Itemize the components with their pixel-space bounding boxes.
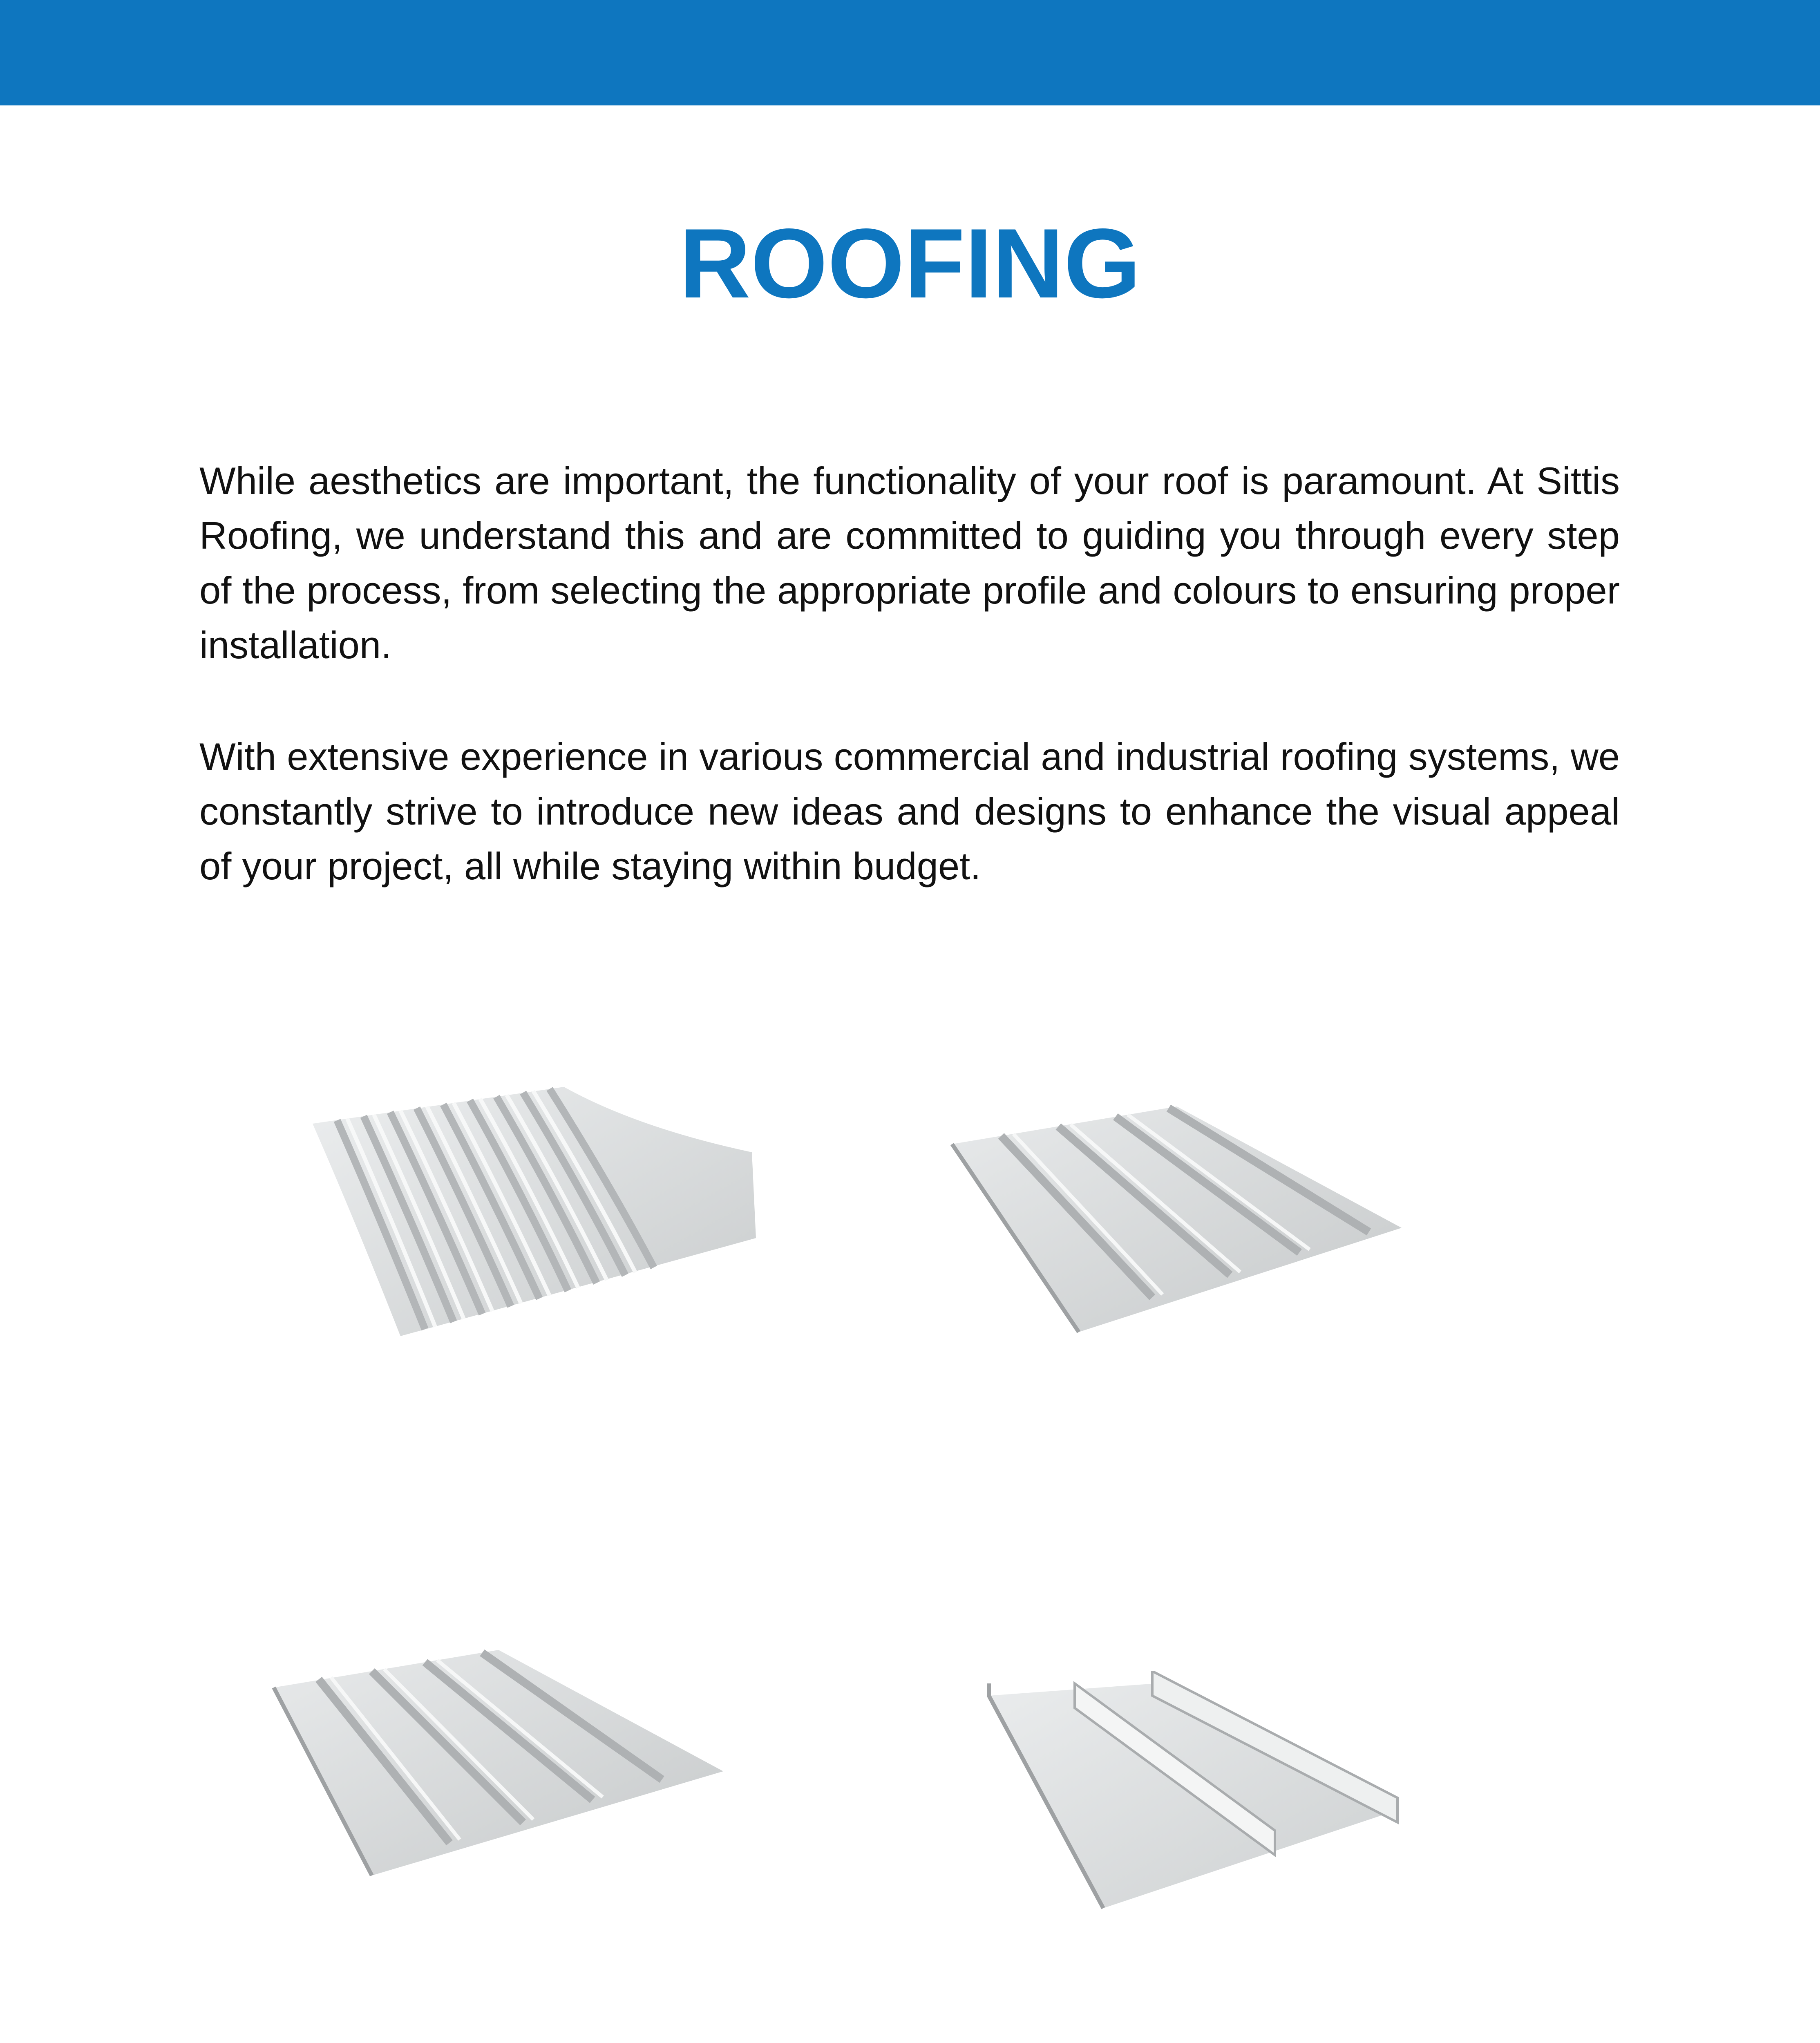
curved-corrugated-sheet-image xyxy=(306,1083,764,1344)
header-band xyxy=(0,0,1820,105)
trapezoidal-sheet-image-b xyxy=(270,1647,731,1884)
standing-seam-sheet-image xyxy=(981,1671,1414,1916)
trapezoidal-sheet-image-a xyxy=(948,1103,1410,1340)
experience-paragraph: With extensive experience in various commercial and industrial roofing systems, we constantly strive to introduce new ideas and designs to enhance the visual appeal of your project, all while staying within budget. xyxy=(199,735,1620,887)
page-title: ROOFING xyxy=(679,208,1141,319)
intro-paragraph: While aesthetics are important, the functionality of your roof is paramount. At Sittis Roofing, we understand this and are committed to guiding you through every step of the process, from selecting the appropriate profile and colours to ensuring proper installation. xyxy=(199,459,1620,666)
